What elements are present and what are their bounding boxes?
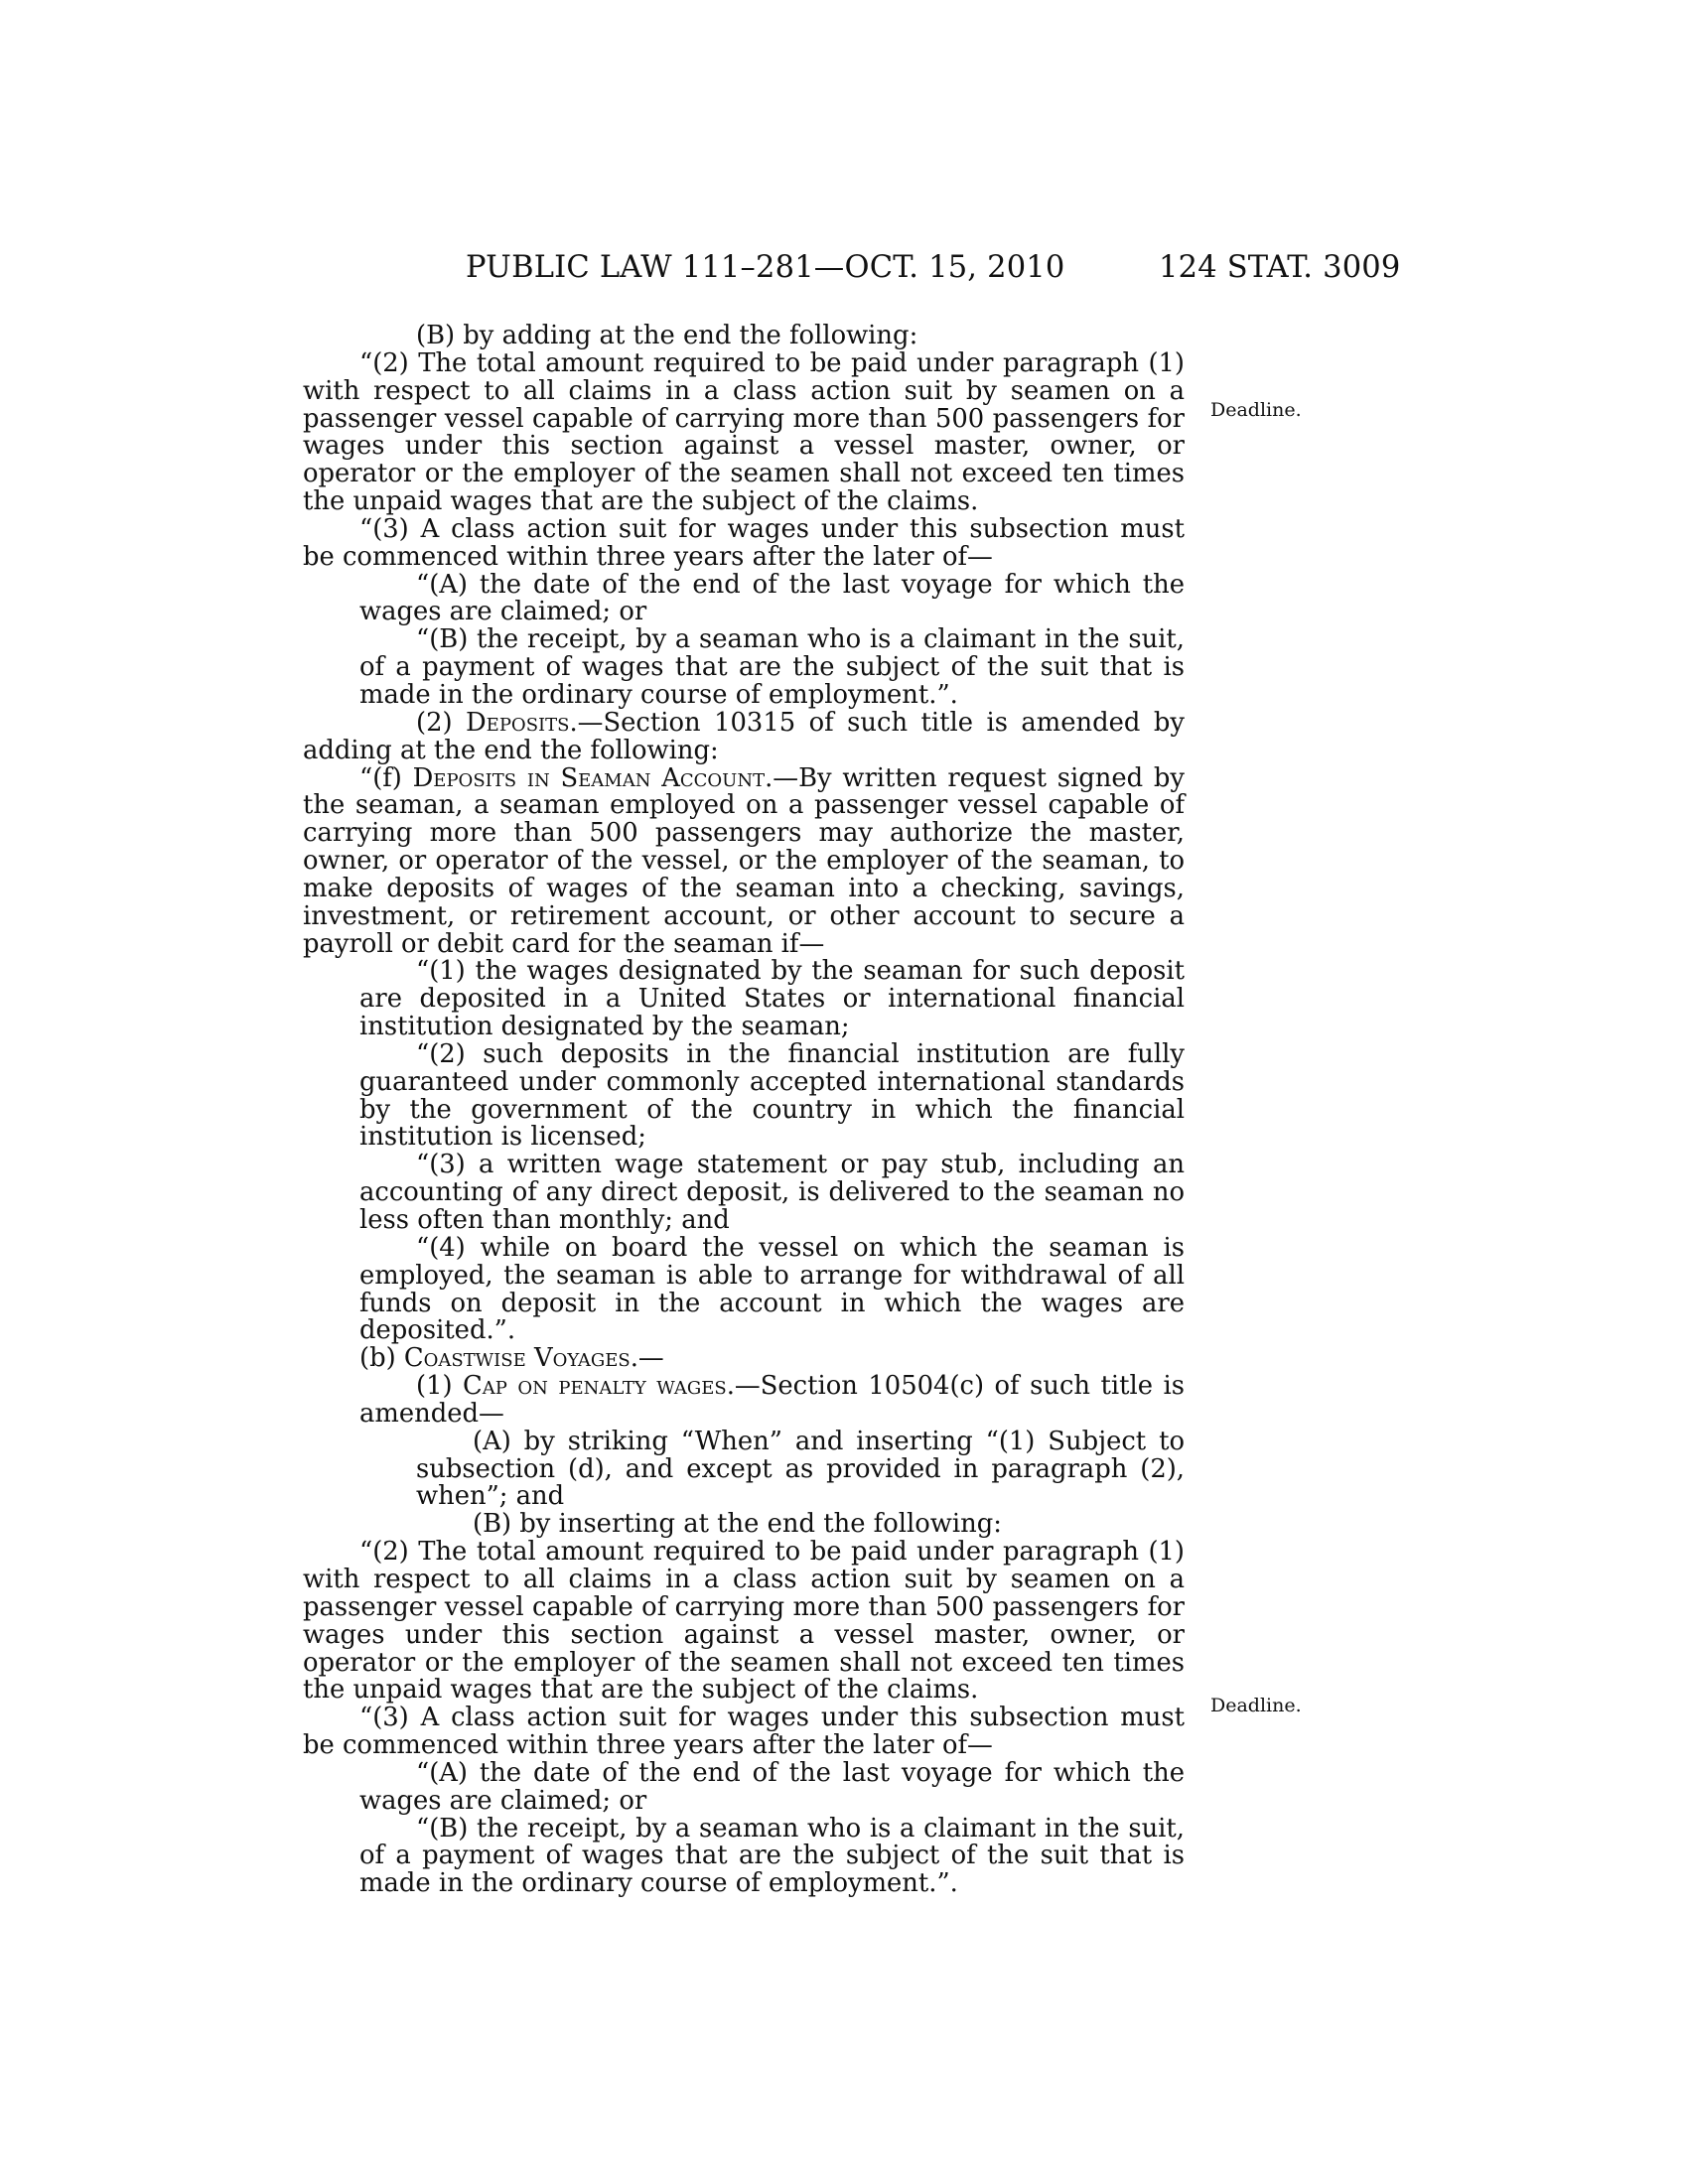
paragraph: “(4) while on board the vessel on which the seaman is employed, the seaman is able to arrange for withdrawal of all funds on deposit in the account in which the wages are deposited.”. — [359, 1232, 1185, 1346]
paragraph: (B) by adding at the end the following: — [416, 321, 918, 350]
paragraph: “(2) The total amount required to be paid under paragraph (1) with respect to all claims in a class action suit by seamen on a passenger vessel capable of carrying more than 500 passengers for wages under this section against a vessel master, owner, or operator or the employer of the seamen shall not exceed ten times the unpaid wages that are the subject of the claims. — [303, 347, 1185, 517]
paragraph-number: (b) — [359, 1343, 404, 1374]
paragraph-heading: Deposits — [466, 707, 570, 738]
paragraph: “(A) the date of the end of the last voyage for which the wages are claimed; or — [359, 569, 1185, 627]
paragraph-text: .—By written request signed by the seaman, a seaman employed on a passenger vessel capable of carrying more than 500 passengers may authorize the master, owner, or operator of the vessel, or the employer of the seaman, to make deposits of wages of the seaman into a checking, savings, investment, or retirement account, or other account to secure a payroll or debit card for the seaman if— — [303, 762, 1185, 959]
paragraph: “(2) The total amount required to be paid under paragraph (1) with respect to all claims in a class action suit by seamen on a passenger vessel capable of carrying more than 500 passengers for wages under this section against a vessel master, owner, or operator or the employer of the seamen shall not exceed ten times the unpaid wages that are the subject of the claims. — [303, 1537, 1185, 1706]
paragraph-text: .—Section 10315 of such title is amended by adding at the end the following: — [303, 707, 1185, 765]
paragraph-text: .— — [630, 1343, 664, 1374]
document-body — [303, 323, 1185, 1898]
paragraph-text: .—Section 10504(c) of such title is amended— — [359, 1371, 1185, 1429]
paragraph — [303, 762, 1185, 959]
paragraph-number: “(f) — [359, 762, 413, 793]
paragraph: “(2) such deposits in the financial institution are fully guaranteed under commonly accepted international standards by the government of the country in which the financial institution is licensed; — [359, 1038, 1185, 1153]
paragraph-heading: Coastwise Voyages — [403, 1343, 631, 1374]
paragraph-heading: Deposits in Seaman Account — [412, 762, 766, 793]
paragraph-heading: Cap on penalty wages — [463, 1371, 727, 1402]
paragraph: “(3) A class action suit for wages under this subsection must be commenced within three years after the later of— — [303, 513, 1185, 572]
margin-note-deadline: Deadline. — [1210, 1695, 1302, 1716]
paragraph: “(3) A class action suit for wages under this subsection must be commenced within three years after the later of— — [303, 1703, 1185, 1761]
paragraph: “(3) a written wage statement or pay stub, including an accounting of any direct deposit, is delivered to the seaman no less often than monthly; and — [359, 1150, 1185, 1235]
page-header — [0, 250, 1688, 290]
paragraph: “(B) the receipt, by a seaman who is a claimant in the suit, of a payment of wages that are the subject of the suit that is made in the ordinary course of employment.”. — [359, 1813, 1185, 1899]
paragraph: “(B) the receipt, by a seaman who is a claimant in the suit, of a payment of wages that are the subject of the suit that is made in the ordinary course of employment.”. — [359, 624, 1185, 710]
margin-note-deadline: Deadline. — [1210, 399, 1302, 421]
statute-page-number: 124 STAT. 3009 — [1159, 250, 1401, 285]
paragraph: (A) by striking “When” and inserting “(1) Subject to subsection (d), and except as provided in paragraph (2), when”; and — [416, 1426, 1185, 1512]
paragraph: “(1) the wages designated by the seaman for such deposit are deposited in a United States or international financial institution designated by the seaman; — [359, 956, 1185, 1042]
paragraph — [303, 1345, 1185, 1373]
paragraph-number: (2) — [416, 707, 466, 738]
paragraph-number: (1) — [416, 1371, 464, 1402]
paragraph: (B) by inserting at the end the following: — [473, 1509, 1002, 1540]
paragraph — [303, 707, 1185, 765]
paragraph — [303, 1373, 1185, 1429]
paragraph: “(A) the date of the end of the last voyage for which the wages are claimed; or — [359, 1757, 1185, 1816]
running-head-title: PUBLIC LAW 111–281—OCT. 15, 2010 — [466, 250, 1065, 285]
